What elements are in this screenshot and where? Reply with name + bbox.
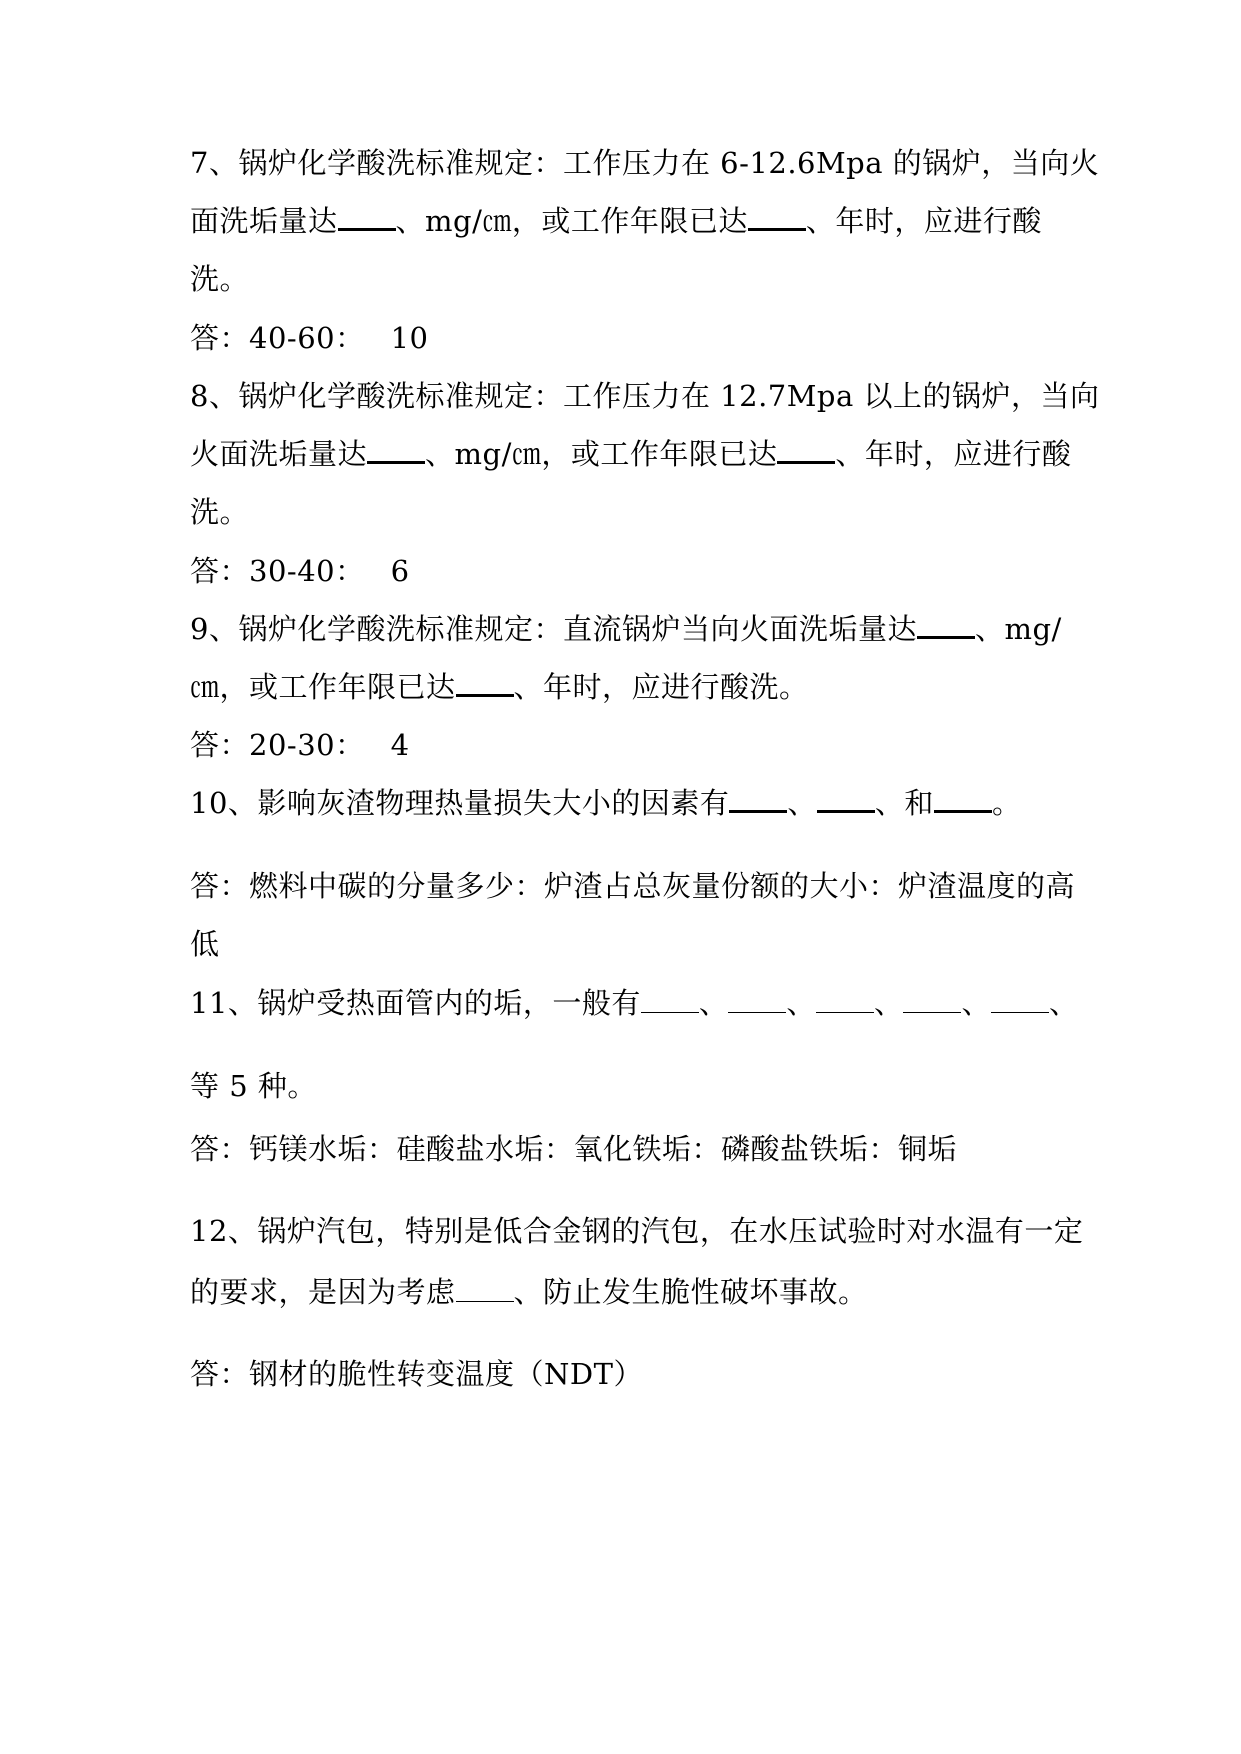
q10-answer-line-2: 低 <box>190 927 220 961</box>
q9-answer: 答：20-30： 4 <box>190 728 410 762</box>
q11-line-1: 11、锅炉受热面管内的垢，一般有 、 、 、 、 、 <box>190 986 1079 1020</box>
fill-blank[interactable] <box>817 784 875 813</box>
q10-answer-line-1: 答：燃料中碳的分量多少：炉渣占总灰量份额的大小：炉渣温度的高 <box>190 869 1076 903</box>
q7-line-3: 洗。 <box>190 262 250 296</box>
q11-answer: 答：钙镁水垢：硅酸盐水垢：氧化铁垢：磷酸盐铁垢：铜垢 <box>190 1132 958 1166</box>
fill-blank[interactable] <box>991 986 1049 1013</box>
fill-blank[interactable] <box>729 784 787 813</box>
fill-blank[interactable] <box>816 986 874 1013</box>
q8-line-1: 8、锅炉化学酸洗标准规定：工作压力在 12.7Mpa 以上的锅炉，当向 <box>190 379 1100 413</box>
q10-line-1: 10、影响灰渣物理热量损失大小的因素有 、 、和 。 <box>190 786 1022 820</box>
fill-blank[interactable] <box>903 986 961 1013</box>
fill-blank[interactable] <box>748 202 806 231</box>
q11-line-2: 等 5 种。 <box>190 1069 317 1103</box>
fill-blank[interactable] <box>641 986 699 1013</box>
q7-line-1: 7、锅炉化学酸洗标准规定：工作压力在 6-12.6Mpa 的锅炉，当向火 <box>190 146 1100 180</box>
q8-line-3: 洗。 <box>190 495 250 529</box>
q8-line-2: 火面洗垢量达 、mg/㎝，或工作年限已达 、年时，应进行酸 <box>190 437 1072 471</box>
q12-line-1: 12、锅炉汽包，特别是低合金钢的汽包，在水压试验时对水温有一定 <box>190 1214 1084 1248</box>
fill-blank[interactable] <box>367 435 425 464</box>
fill-blank[interactable] <box>338 202 396 231</box>
q12-line-2: 的要求，是因为考虑 、防止发生脆性破坏事故。 <box>190 1275 868 1309</box>
fill-blank[interactable] <box>777 435 835 464</box>
q8-answer: 答：30-40： 6 <box>190 554 410 588</box>
fill-blank[interactable] <box>728 986 786 1013</box>
fill-blank[interactable] <box>917 610 975 639</box>
q7-line-2: 面洗垢量达 、mg/㎝，或工作年限已达 、年时，应进行酸 <box>190 204 1042 238</box>
fill-blank[interactable] <box>456 1275 514 1302</box>
q9-line-2: ㎝，或工作年限已达 、年时，应进行酸洗。 <box>190 670 809 704</box>
q12-answer: 答：钢材的脆性转变温度（NDT） <box>190 1357 643 1391</box>
q7-answer: 答：40-60： 10 <box>190 321 429 355</box>
q9-line-1: 9、锅炉化学酸洗标准规定：直流锅炉当向火面洗垢量达 、mg/ <box>190 612 1062 646</box>
fill-blank[interactable] <box>934 784 992 813</box>
fill-blank[interactable] <box>456 668 514 697</box>
